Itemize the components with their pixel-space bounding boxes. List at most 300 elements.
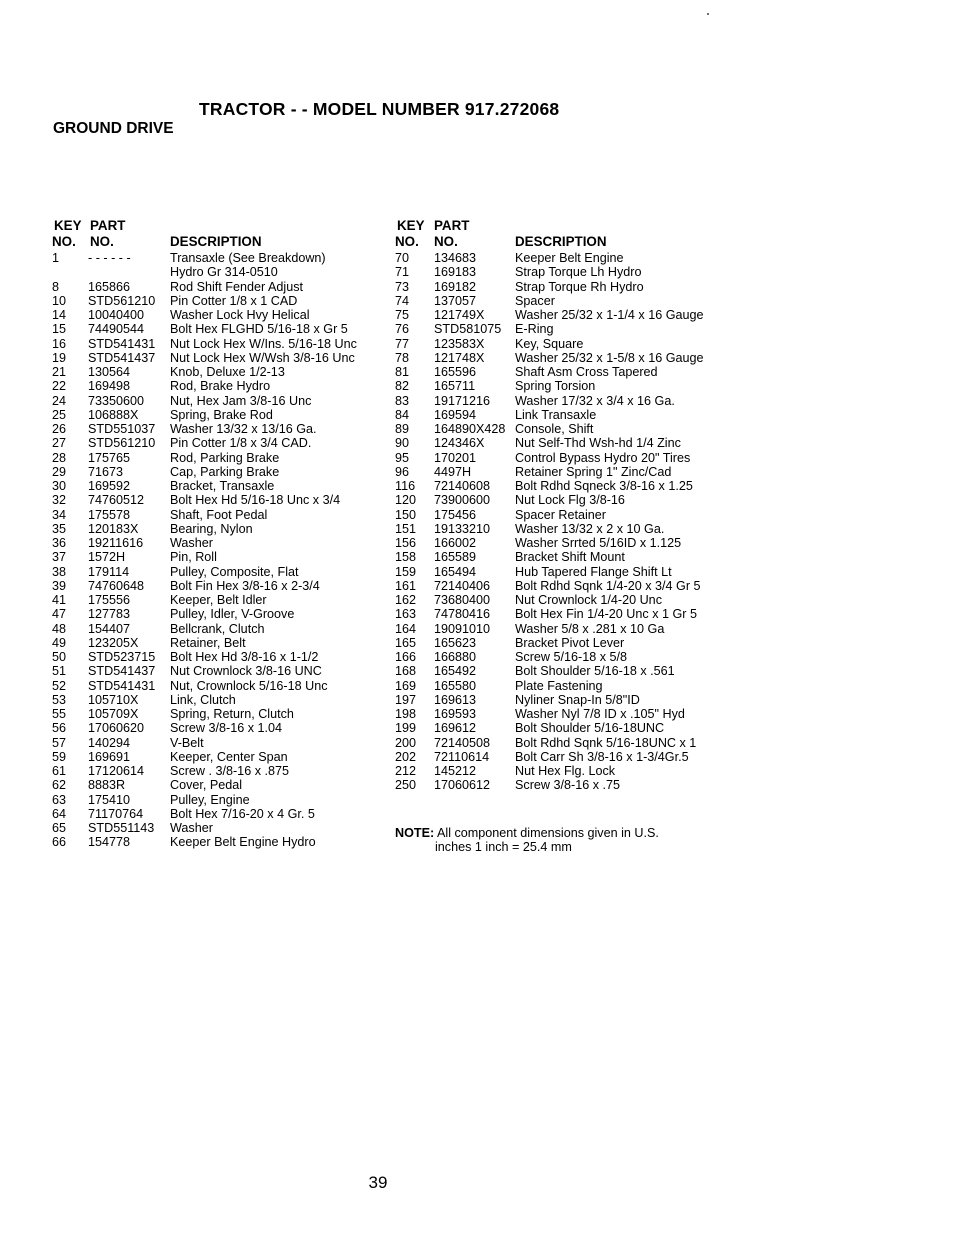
- key-no: 64: [52, 806, 67, 821]
- table-row: [52, 394, 387, 408]
- part-no: 130564: [88, 365, 131, 379]
- table-row: [52, 251, 387, 265]
- table-row: [52, 764, 387, 778]
- description: Bracket Pivot Lever: [515, 635, 625, 650]
- table-row: [395, 650, 735, 664]
- description: Nut, Hex Jam 3/8-16 Unc: [170, 393, 312, 408]
- description: Bracket, Transaxle: [170, 479, 275, 493]
- description: Washer: [170, 536, 213, 550]
- table-row: [52, 736, 387, 750]
- table-row: [395, 693, 735, 707]
- key-no: 95: [395, 450, 410, 465]
- part-no: 71170764: [88, 806, 144, 821]
- description: Washer 17/32 x 3/4 x 16 Ga.: [515, 393, 675, 408]
- part-no: 73350600: [88, 393, 145, 408]
- key-no: 49: [52, 635, 67, 650]
- header-description: DESCRIPTION: [170, 234, 262, 249]
- part-no: 137057: [434, 293, 477, 308]
- description: Keeper, Center Span: [170, 749, 288, 764]
- table-row: [395, 778, 735, 792]
- key-no: 82: [395, 379, 410, 394]
- table-header: [395, 218, 735, 251]
- table-row: [395, 451, 735, 465]
- description: Bolt Hex Hd 3/8-16 x 1-1/2: [170, 650, 319, 664]
- description: Spacer: [515, 293, 555, 308]
- section-title: GROUND DRIVE: [53, 120, 174, 137]
- table-row: [395, 408, 735, 422]
- part-no: 166880: [434, 650, 477, 664]
- table-row: [395, 294, 735, 308]
- table-row: [52, 379, 387, 393]
- part-no: 123583X: [434, 336, 485, 351]
- table-row: [52, 337, 387, 351]
- part-no: 123205X: [88, 635, 139, 650]
- table-row: [52, 622, 387, 636]
- table-row: [52, 493, 387, 507]
- description: Spring Torsion: [515, 379, 596, 394]
- part-no: 165589: [434, 550, 477, 565]
- description: Nut Lock Flg 3/8-16: [515, 493, 625, 508]
- part-no: 4497H: [434, 464, 472, 479]
- table-row: [52, 750, 387, 764]
- key-no: 47: [52, 607, 67, 622]
- description: Bolt Fin Hex 3/8-16 x 2-3/4: [170, 578, 320, 593]
- key-no: 197: [395, 692, 417, 707]
- part-no: 175456: [434, 507, 477, 522]
- table-row: [52, 536, 387, 550]
- table-row: [52, 707, 387, 721]
- key-no: 66: [52, 835, 67, 850]
- part-no: 179114: [88, 564, 130, 579]
- part-no: 165623: [434, 635, 477, 650]
- part-no: 165711: [434, 379, 476, 394]
- part-no: 10040400: [88, 308, 145, 322]
- key-no: 48: [52, 621, 67, 636]
- description: Cover, Pedal: [170, 778, 243, 793]
- part-no: 71673: [88, 464, 124, 479]
- part-no: 17060612: [434, 778, 491, 793]
- key-no: 166: [395, 650, 417, 664]
- description: Screw . 3/8-16 x .875: [170, 764, 290, 778]
- part-no: 154407: [88, 621, 131, 636]
- description: Bolt Shoulder 5/16-18 x .561: [515, 664, 675, 679]
- table-row: [395, 251, 735, 265]
- key-no: 83: [395, 393, 410, 408]
- key-no: 162: [395, 593, 417, 607]
- table-body: [52, 251, 387, 850]
- key-no: 77: [395, 336, 410, 351]
- table-row: [52, 280, 387, 294]
- key-no: 21: [52, 365, 67, 379]
- key-no: 212: [395, 764, 417, 778]
- key-no: 22: [52, 379, 67, 394]
- key-no: 57: [52, 735, 67, 750]
- key-no: 202: [395, 749, 417, 764]
- table-row: [52, 821, 387, 835]
- description: V-Belt: [170, 735, 204, 750]
- table-row: [52, 807, 387, 821]
- description: Key, Square: [515, 336, 584, 351]
- key-no: 25: [52, 407, 67, 422]
- part-no: 124346X: [434, 436, 485, 451]
- table-row: [52, 508, 387, 522]
- part-no: 175556: [88, 593, 131, 607]
- table-row: [395, 351, 735, 365]
- key-no: 116: [395, 479, 416, 493]
- key-no: 65: [52, 821, 67, 835]
- key-no: 30: [52, 479, 67, 493]
- header-part: PART: [434, 218, 470, 233]
- description: Keeper, Belt Idler: [170, 593, 267, 607]
- table-row: [395, 607, 735, 621]
- key-no: 169: [395, 678, 417, 693]
- part-no: 165494: [434, 564, 477, 579]
- table-row: [395, 736, 735, 750]
- part-no: 19133210: [434, 521, 491, 536]
- part-no: 72140508: [434, 735, 491, 750]
- description: Pin Cotter 1/8 x 1 CAD: [170, 293, 298, 308]
- description: Hub Tapered Flange Shift Lt: [515, 564, 672, 579]
- description: Bracket Shift Mount: [515, 550, 625, 565]
- table-row: [52, 550, 387, 564]
- description: Spring, Brake Rod: [170, 407, 273, 422]
- table-row: [395, 664, 735, 678]
- key-no: 26: [52, 422, 67, 436]
- part-no: 72140608: [434, 479, 491, 493]
- description: Bolt Hex FLGHD 5/16-18 x Gr 5: [170, 322, 348, 337]
- key-no: 14: [52, 308, 67, 322]
- key-no: 19: [52, 350, 67, 365]
- table-row: [52, 778, 387, 792]
- part-no: 17060620: [88, 721, 145, 736]
- key-no: 24: [52, 393, 67, 408]
- part-no: STD551143: [88, 821, 155, 835]
- description: Washer 13/32 x 2 x 10 Ga.: [515, 521, 665, 536]
- description: Bolt Hex Hd 5/16-18 Unc x 3/4: [170, 493, 341, 508]
- description: Retainer Spring 1" Zinc/Cad: [515, 464, 672, 479]
- description: Bellcrank, Clutch: [170, 621, 265, 636]
- key-no: 250: [395, 778, 417, 793]
- part-no: 169613: [434, 692, 477, 707]
- description: Retainer, Belt: [170, 635, 246, 650]
- part-no: 74490544: [88, 322, 145, 337]
- part-no: 140294: [88, 735, 131, 750]
- part-no: 166002: [434, 536, 477, 550]
- table-row: [52, 636, 387, 650]
- key-no: 84: [395, 407, 410, 422]
- part-no: 169593: [434, 707, 477, 721]
- table-row: [52, 322, 387, 336]
- description: Link Transaxle: [515, 407, 597, 422]
- part-no: STD561210: [88, 436, 156, 451]
- page-number: 39: [368, 1173, 388, 1192]
- part-no: 120183X: [88, 521, 139, 536]
- header-part-no: NO.: [90, 234, 114, 249]
- description: Bolt Rdhd Sqnk 5/16-18UNC x 1: [515, 735, 697, 750]
- description: Control Bypass Hydro 20" Tires: [515, 450, 691, 465]
- description: Spacer Retainer: [515, 507, 607, 522]
- key-no: 51: [52, 664, 67, 679]
- key-no: 56: [52, 721, 67, 736]
- table-row: [395, 479, 735, 493]
- description: Bolt Carr Sh 3/8-16 x 1-3/4Gr.5: [515, 749, 689, 764]
- table-row: [395, 394, 735, 408]
- table-row: [395, 493, 735, 507]
- part-no: STD541437: [88, 664, 156, 679]
- key-no: 73: [395, 279, 410, 294]
- description: Plate Fastening: [515, 678, 603, 693]
- part-no: 74760512: [88, 493, 145, 508]
- table-row: [395, 337, 735, 351]
- key-no: 74: [395, 293, 410, 308]
- table-row: [395, 764, 735, 778]
- table-header: [52, 218, 387, 251]
- scan-speck: [707, 13, 709, 15]
- header-part: PART: [90, 218, 126, 233]
- table-row: [395, 565, 735, 579]
- description: Nut Self-Thd Wsh-hd 1/4 Zinc: [515, 436, 681, 451]
- key-no: 168: [395, 664, 417, 679]
- table-row: [52, 693, 387, 707]
- key-no: 53: [52, 692, 67, 707]
- part-no: 73900600: [434, 493, 491, 508]
- description: Rod, Parking Brake: [170, 450, 280, 465]
- part-no: 74780416: [434, 607, 491, 622]
- key-no: 200: [395, 735, 417, 750]
- description: Nut, Crownlock 5/16-18 Unc: [170, 678, 328, 693]
- table-row: [52, 679, 387, 693]
- key-no: 32: [52, 493, 67, 508]
- part-no: 165492: [434, 664, 477, 679]
- part-no: 134683: [434, 251, 477, 265]
- part-no: 127783: [88, 607, 131, 622]
- table-row: [395, 308, 735, 322]
- table-row: [52, 835, 387, 849]
- part-no: 165580: [434, 678, 477, 693]
- part-no: 170201: [434, 450, 477, 465]
- description: Rod Shift Fender Adjust: [170, 279, 304, 294]
- parts-table-right: [395, 218, 735, 793]
- table-row: [395, 550, 735, 564]
- header-part-no: NO.: [434, 234, 458, 249]
- key-no: 71: [395, 265, 410, 280]
- part-no: 154778: [88, 835, 131, 850]
- key-no: 41: [52, 593, 67, 607]
- description: Shaft Asm Cross Tapered: [515, 365, 658, 379]
- table-row: [52, 451, 387, 465]
- description: Bolt Hex 7/16-20 x 4 Gr. 5: [170, 806, 315, 821]
- table-row: [395, 593, 735, 607]
- description: Link, Clutch: [170, 692, 236, 707]
- table-row: [395, 365, 735, 379]
- part-no: STD561210: [88, 293, 156, 308]
- key-no: 158: [395, 550, 417, 565]
- key-no: 81: [395, 365, 410, 379]
- part-no: STD581075: [434, 322, 502, 337]
- table-row: [52, 793, 387, 807]
- description: Nut Hex Flg. Lock: [515, 764, 616, 778]
- table-row: [52, 479, 387, 493]
- key-no: 35: [52, 521, 67, 536]
- key-no: 96: [395, 464, 410, 479]
- description: Washer 5/8 x .281 x 10 Ga: [515, 621, 665, 636]
- key-no: 16: [52, 336, 67, 351]
- table-row: [395, 379, 735, 393]
- key-no: 50: [52, 650, 67, 664]
- part-no: 169594: [434, 407, 477, 422]
- description: Bolt Hex Fin 1/4-20 Unc x 1 Gr 5: [515, 607, 697, 622]
- part-no: 73680400: [434, 593, 491, 607]
- key-no: 90: [395, 436, 410, 451]
- key-no: 27: [52, 436, 67, 451]
- table-row: [395, 750, 735, 764]
- table-row: [52, 607, 387, 621]
- part-no: 165866: [88, 279, 131, 294]
- page-title: TRACTOR - - MODEL NUMBER 917.272068: [199, 99, 560, 119]
- description: Washer Nyl 7/8 ID x .105" Hyd: [515, 707, 685, 721]
- description: Keeper Belt Engine: [515, 251, 624, 265]
- note-text-line2: inches 1 inch = 25.4 mm: [435, 840, 572, 855]
- part-no: 72140406: [434, 578, 491, 593]
- key-no: 28: [52, 450, 67, 465]
- key-no: 165: [395, 635, 417, 650]
- part-no: 74760648: [88, 578, 145, 593]
- description: Bolt Shoulder 5/16-18UNC: [515, 721, 665, 736]
- header-key-no: NO.: [52, 234, 76, 249]
- part-no: STD541431: [88, 336, 156, 351]
- header-key: KEY: [54, 218, 82, 233]
- key-no: 15: [52, 322, 67, 337]
- description: Washer 25/32 x 1-1/4 x 16 Gauge: [515, 308, 704, 322]
- key-no: 120: [395, 493, 417, 508]
- table-row: [395, 522, 735, 536]
- header-key: KEY: [397, 218, 425, 233]
- note-label: NOTE:: [395, 826, 435, 840]
- part-no: 19211616: [88, 536, 144, 550]
- part-no: 19091010: [434, 621, 491, 636]
- part-no: STD551037: [88, 422, 156, 436]
- part-no: STD541431: [88, 678, 156, 693]
- table-row: [52, 565, 387, 579]
- description: Pulley, Engine: [170, 792, 250, 807]
- table-row: [52, 465, 387, 479]
- description: Washer Lock Hvy Helical: [170, 308, 310, 322]
- description: Hydro Gr 314-0510: [170, 265, 278, 280]
- description: Pin Cotter 1/8 x 3/4 CAD.: [170, 436, 312, 451]
- key-no: 198: [395, 707, 417, 721]
- key-no: 75: [395, 308, 410, 322]
- part-no: 175410: [88, 792, 131, 807]
- description: Strap Torque Rh Hydro: [515, 279, 644, 294]
- description: Washer: [170, 821, 213, 835]
- key-no: 37: [52, 550, 67, 565]
- part-no: - - - - - -: [88, 251, 131, 265]
- table-row: [52, 408, 387, 422]
- description: Nut Crownlock 3/8-16 UNC: [170, 664, 322, 679]
- key-no: 151: [395, 521, 417, 536]
- part-no: 164890X428: [434, 422, 506, 436]
- table-row: [52, 265, 387, 279]
- key-no: 150: [395, 507, 417, 522]
- table-row: [52, 365, 387, 379]
- key-no: 63: [52, 792, 67, 807]
- key-no: 70: [395, 251, 410, 265]
- table-row: [395, 707, 735, 721]
- key-no: 62: [52, 778, 67, 793]
- description: Strap Torque Lh Hydro: [515, 265, 642, 280]
- key-no: 52: [52, 678, 67, 693]
- part-no: 121748X: [434, 350, 485, 365]
- description: Nut Crownlock 1/4-20 Unc: [515, 593, 662, 607]
- key-no: 164: [395, 621, 417, 636]
- table-body: [395, 251, 735, 793]
- key-no: 55: [52, 707, 67, 721]
- description: Shaft, Foot Pedal: [170, 507, 268, 522]
- key-no: 34: [52, 507, 67, 522]
- table-row: [52, 308, 387, 322]
- description: Console, Shift: [515, 422, 594, 436]
- description: Screw 3/8-16 x 1.04: [170, 721, 283, 736]
- table-row: [395, 679, 735, 693]
- part-no: 8883R: [88, 778, 126, 793]
- table-row: [395, 622, 735, 636]
- table-row: [52, 422, 387, 436]
- description: Cap, Parking Brake: [170, 464, 280, 479]
- part-no: 169592: [88, 479, 131, 493]
- description: Bolt Rdhd Sqnk 1/4-20 x 3/4 Gr 5: [515, 578, 701, 593]
- description: Bolt Rdhd Sqneck 3/8-16 x 1.25: [515, 479, 693, 493]
- table-row: [52, 436, 387, 450]
- part-no: 169182: [434, 279, 477, 294]
- key-no: 59: [52, 749, 67, 764]
- part-no: 169498: [88, 379, 131, 394]
- key-no: 39: [52, 578, 67, 593]
- table-row: [52, 294, 387, 308]
- part-no: 19171216: [434, 393, 491, 408]
- part-no: 17120614: [88, 764, 145, 778]
- part-no: 105710X: [88, 692, 139, 707]
- key-no: 78: [395, 350, 410, 365]
- key-no: 89: [395, 422, 410, 436]
- key-no: 156: [395, 536, 417, 550]
- description: E-Ring: [515, 322, 554, 337]
- part-no: 105709X: [88, 707, 139, 721]
- description: Transaxle (See Breakdown): [170, 251, 326, 265]
- description: Washer 25/32 x 1-5/8 x 16 Gauge: [515, 350, 704, 365]
- part-no: 72110614: [434, 749, 490, 764]
- part-no: 1572H: [88, 550, 126, 565]
- table-row: [395, 265, 735, 279]
- key-no: 199: [395, 721, 417, 736]
- table-row: [52, 522, 387, 536]
- part-no: 175578: [88, 507, 131, 522]
- description: Pin, Roll: [170, 550, 217, 565]
- table-row: [395, 436, 735, 450]
- table-row: [52, 579, 387, 593]
- table-row: [395, 536, 735, 550]
- part-no: 175765: [88, 450, 131, 465]
- part-no: STD541437: [88, 350, 156, 365]
- description: Screw 5/16-18 x 5/8: [515, 650, 628, 664]
- table-row: [52, 593, 387, 607]
- part-no: 106888X: [88, 407, 139, 422]
- part-no: 165596: [434, 365, 477, 379]
- description: Pulley, Composite, Flat: [170, 564, 299, 579]
- description: Nyliner Snap-In 5/8"ID: [515, 692, 640, 707]
- key-no: 76: [395, 322, 410, 337]
- key-no: 159: [395, 564, 417, 579]
- table-row: [395, 636, 735, 650]
